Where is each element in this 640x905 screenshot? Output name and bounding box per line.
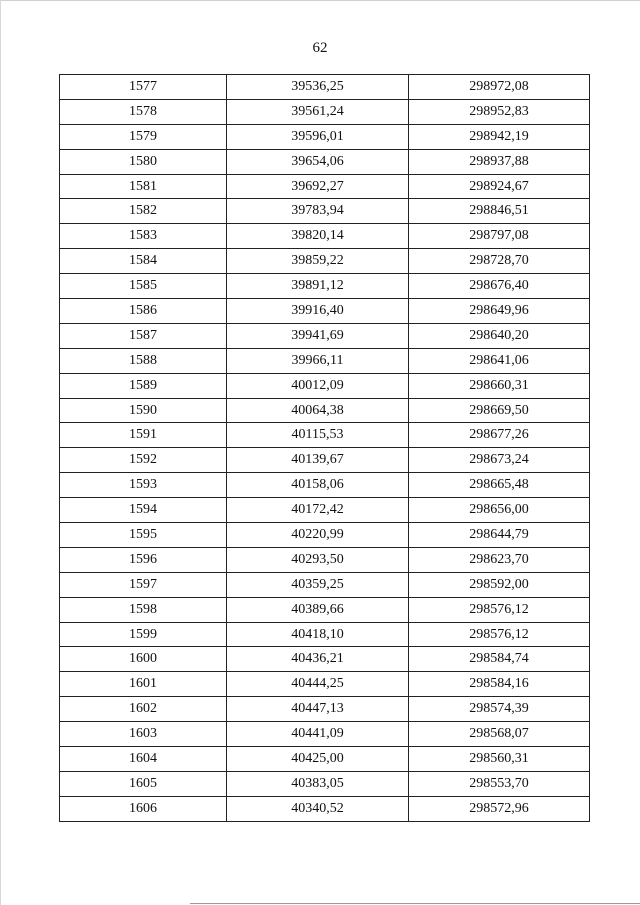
page-number: 62 (312, 40, 328, 56)
table-row (60, 423, 590, 448)
x-coordinate-cell: 39536,25 (227, 75, 409, 100)
point-number-cell: 1606 (60, 796, 227, 821)
x-coordinate-cell: 39692,27 (227, 174, 409, 199)
y-coordinate-cell: 298560,31 (409, 747, 590, 772)
y-coordinate-cell: 298572,96 (409, 796, 590, 821)
x-coordinate-cell: 40293,50 (227, 547, 409, 572)
x-coordinate-cell: 40389,66 (227, 597, 409, 622)
x-coordinate-cell: 39596,01 (227, 124, 409, 149)
x-coordinate-cell: 39859,22 (227, 249, 409, 274)
x-coordinate-cell: 40383,05 (227, 771, 409, 796)
y-coordinate-cell: 298641,06 (409, 348, 590, 373)
point-number-cell: 1589 (60, 373, 227, 398)
table-row (60, 299, 590, 324)
table-row (60, 99, 590, 124)
point-number-cell: 1590 (60, 398, 227, 423)
point-number-cell: 1586 (60, 299, 227, 324)
y-coordinate-cell: 298584,16 (409, 672, 590, 697)
table-row (60, 722, 590, 747)
x-coordinate-cell: 40447,13 (227, 697, 409, 722)
point-number-cell: 1595 (60, 523, 227, 548)
y-coordinate-cell: 298644,79 (409, 523, 590, 548)
x-coordinate-cell: 40172,42 (227, 498, 409, 523)
table-row (60, 572, 590, 597)
table-row (60, 523, 590, 548)
y-coordinate-cell: 298673,24 (409, 448, 590, 473)
point-number-cell: 1583 (60, 224, 227, 249)
x-coordinate-cell: 40158,06 (227, 473, 409, 498)
point-number-cell: 1582 (60, 199, 227, 224)
y-coordinate-cell: 298656,00 (409, 498, 590, 523)
x-coordinate-cell: 39561,24 (227, 99, 409, 124)
y-coordinate-cell: 298584,74 (409, 647, 590, 672)
x-coordinate-cell: 40418,10 (227, 622, 409, 647)
x-coordinate-cell: 40012,09 (227, 373, 409, 398)
table-row (60, 647, 590, 672)
scan-edge-top (0, 0, 640, 1)
point-number-cell: 1597 (60, 572, 227, 597)
y-coordinate-cell: 298937,88 (409, 149, 590, 174)
table-row (60, 149, 590, 174)
point-number-cell: 1581 (60, 174, 227, 199)
coordinates-table (59, 74, 590, 822)
table-row (60, 348, 590, 373)
x-coordinate-cell: 40359,25 (227, 572, 409, 597)
table-row (60, 448, 590, 473)
y-coordinate-cell: 298972,08 (409, 75, 590, 100)
point-number-cell: 1602 (60, 697, 227, 722)
point-number-cell: 1599 (60, 622, 227, 647)
point-number-cell: 1596 (60, 547, 227, 572)
scan-edge-bottom (190, 903, 640, 904)
point-number-cell: 1593 (60, 473, 227, 498)
table-row (60, 622, 590, 647)
point-number-cell: 1600 (60, 647, 227, 672)
x-coordinate-cell: 40436,21 (227, 647, 409, 672)
point-number-cell: 1578 (60, 99, 227, 124)
point-number-cell: 1588 (60, 348, 227, 373)
point-number-cell: 1587 (60, 323, 227, 348)
table-row (60, 771, 590, 796)
y-coordinate-cell: 298592,00 (409, 572, 590, 597)
y-coordinate-cell: 298660,31 (409, 373, 590, 398)
point-number-cell: 1592 (60, 448, 227, 473)
y-coordinate-cell: 298640,20 (409, 323, 590, 348)
table-row (60, 323, 590, 348)
x-coordinate-cell: 40220,99 (227, 523, 409, 548)
y-coordinate-cell: 298846,51 (409, 199, 590, 224)
y-coordinate-cell: 298649,96 (409, 299, 590, 324)
table-row (60, 697, 590, 722)
x-coordinate-cell: 39916,40 (227, 299, 409, 324)
point-number-cell: 1601 (60, 672, 227, 697)
y-coordinate-cell: 298677,26 (409, 423, 590, 448)
point-number-cell: 1591 (60, 423, 227, 448)
coordinates-table-body (60, 75, 590, 822)
table-row (60, 747, 590, 772)
y-coordinate-cell: 298623,70 (409, 547, 590, 572)
point-number-cell: 1604 (60, 747, 227, 772)
x-coordinate-cell: 39891,12 (227, 274, 409, 299)
point-number-cell: 1585 (60, 274, 227, 299)
x-coordinate-cell: 40115,53 (227, 423, 409, 448)
table-row (60, 174, 590, 199)
table-row (60, 124, 590, 149)
table-row (60, 597, 590, 622)
y-coordinate-cell: 298576,12 (409, 622, 590, 647)
table-row (60, 796, 590, 821)
point-number-cell: 1580 (60, 149, 227, 174)
x-coordinate-cell: 39941,69 (227, 323, 409, 348)
x-coordinate-cell: 40425,00 (227, 747, 409, 772)
x-coordinate-cell: 39966,11 (227, 348, 409, 373)
y-coordinate-cell: 298665,48 (409, 473, 590, 498)
point-number-cell: 1577 (60, 75, 227, 100)
y-coordinate-cell: 298942,19 (409, 124, 590, 149)
y-coordinate-cell: 298553,70 (409, 771, 590, 796)
x-coordinate-cell: 39654,06 (227, 149, 409, 174)
x-coordinate-cell: 40444,25 (227, 672, 409, 697)
y-coordinate-cell: 298924,67 (409, 174, 590, 199)
x-coordinate-cell: 40441,09 (227, 722, 409, 747)
table-row (60, 473, 590, 498)
table-row (60, 672, 590, 697)
x-coordinate-cell: 39783,94 (227, 199, 409, 224)
y-coordinate-cell: 298952,83 (409, 99, 590, 124)
table-row (60, 75, 590, 100)
y-coordinate-cell: 298797,08 (409, 224, 590, 249)
y-coordinate-cell: 298574,39 (409, 697, 590, 722)
x-coordinate-cell: 40139,67 (227, 448, 409, 473)
y-coordinate-cell: 298568,07 (409, 722, 590, 747)
y-coordinate-cell: 298576,12 (409, 597, 590, 622)
table-row (60, 498, 590, 523)
y-coordinate-cell: 298669,50 (409, 398, 590, 423)
point-number-cell: 1579 (60, 124, 227, 149)
x-coordinate-cell: 40064,38 (227, 398, 409, 423)
x-coordinate-cell: 39820,14 (227, 224, 409, 249)
table-row (60, 274, 590, 299)
point-number-cell: 1584 (60, 249, 227, 274)
x-coordinate-cell: 40340,52 (227, 796, 409, 821)
table-row (60, 547, 590, 572)
table-row (60, 373, 590, 398)
table-row (60, 199, 590, 224)
table-row (60, 224, 590, 249)
scan-edge-left (0, 0, 1, 905)
table-row (60, 249, 590, 274)
point-number-cell: 1598 (60, 597, 227, 622)
point-number-cell: 1605 (60, 771, 227, 796)
y-coordinate-cell: 298676,40 (409, 274, 590, 299)
y-coordinate-cell: 298728,70 (409, 249, 590, 274)
table-row (60, 398, 590, 423)
point-number-cell: 1594 (60, 498, 227, 523)
point-number-cell: 1603 (60, 722, 227, 747)
